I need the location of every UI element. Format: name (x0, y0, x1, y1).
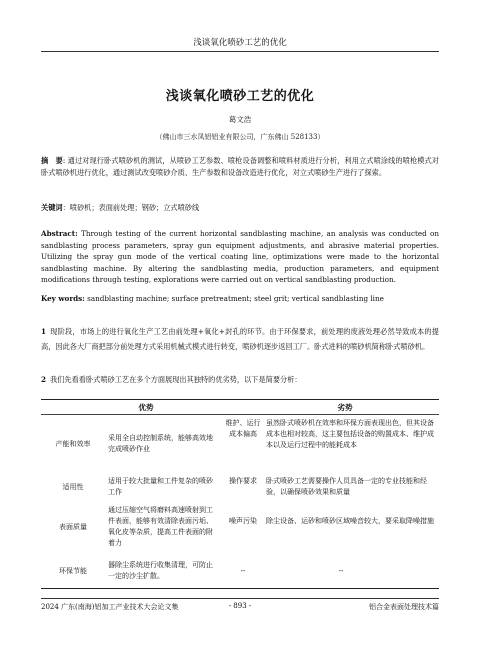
table-cell-disadvantage: 虽然卧式喷砂机在效率和环保方面表现出色，但其设备成本也相对较高，这主要包括设备的购置成本、维护成本以及运行过程中的能耗成本 (266, 419, 434, 449)
keywords-cn-text: ：喷砂机；表面前处理；钢砂；立式喷砂线 (62, 203, 200, 212)
keywords-cn-label: 关键词 (41, 203, 63, 212)
section-2-paragraph (41, 374, 439, 386)
abstract-cn-text: : 通过对现行卧式喷砂机的测试，从喷砂工艺参数、喷枪设备调整和喷料材质进行分析，利用立式喷涂线的喷枪模式对卧式喷砂机进行优化，通过测试改变喷砂介质、生产参数和设备改造进行优化，对立式喷砂生产进行了探索。 (41, 156, 439, 177)
keywords-en (41, 293, 439, 305)
abstract-en-text: Through testing of the current horizontal sandblasting machine, an analysis was conducted on sandblasting process parameters, spray gun equipment adjustments, and abrasive material properties. Utilizing the spray gun mode of the vertical coating line, optimizations were made to the horizontal sandblasting machine. By altering the sandblasting media, production parameters, and equipment modifications through testing, explorations were carried out on vertical sandblasting production. (41, 229, 439, 284)
section-1-text: 现阶段，市场上的进行氧化生产工艺由前处理+氧化+封孔的环节。由于环保要求，前处理的废液处理必然导致成本的提高，因此各大厂商把部分前处理方式采用机械式模式进行转变，喷砂机逐步返回工厂。卧式进料的喷砂机简称卧式喷砂机。 (41, 327, 439, 351)
table-cell-disadvantage-aspect: 操作要求 (229, 477, 257, 485)
affiliation: （佛山市三水凤铝铝业有限公司，广东佛山 528133） (155, 133, 325, 141)
table-cell-disadvantage-aspect: 噪声污染 (229, 517, 257, 525)
abstract-cn (41, 155, 439, 178)
table-top-rule (41, 399, 439, 400)
table-cell-advantage: 器除尘系统进行收集清理，可防止一定的沙尘扩散。 (108, 561, 213, 580)
keywords-cn (41, 202, 439, 214)
table-bottom-rule (41, 588, 439, 589)
keywords-en-label: Key words: (41, 294, 85, 303)
section-1-number: 1 (41, 327, 47, 336)
table-cell-disadvantage: 除尘设备、运砂和喷砂区域噪音较大，要采取降噪措施 (266, 517, 434, 525)
section-2-text: 我们先看看卧式喷砂工艺在多个方面展现出其独特的优劣势，以下是简要分析： (50, 375, 302, 384)
paper-title: 浅谈氧化喷砂工艺的优化 (165, 89, 315, 104)
section-1-paragraph (41, 324, 439, 354)
table-header-disadvantage: 劣势 (337, 403, 353, 412)
running-head: 浅谈氧化喷砂工艺的优化 (193, 38, 287, 48)
table-cell-advantage: 适用于较大批量和工件复杂的喷砂工作 (108, 477, 213, 496)
keywords-en-text: sandblasting machine; surface pretreatment; steel grit; vertical sandblasting line (84, 294, 384, 303)
table-header-advantage: 优势 (138, 403, 154, 412)
page-number: - 893 - (228, 602, 252, 610)
footer-rule (41, 598, 439, 599)
table-cell-disadvantage-aspect: -- (240, 567, 246, 575)
author: 葛文浩 (228, 115, 252, 124)
section-2-number: 2 (41, 375, 47, 384)
abstract-en (41, 228, 439, 286)
table-cell-aspect: 适用性 (62, 483, 84, 491)
header-rule (41, 51, 439, 52)
table-cell-disadvantage: 卧式喷砂工艺需要操作人员具备一定的专业技能和经验，以确保喷砂效果和质量 (266, 477, 427, 496)
table-cell-advantage: 采用全自动控制系统，能够高效地完成喷砂作业 (108, 434, 213, 453)
footer-proceedings: 2024 广东(南海)铝加工产业技术大会论文集 (41, 603, 179, 611)
table-cell-disadvantage-aspect: 维护、运行成本偏高 (225, 419, 261, 438)
table-cell-advantage: 通过压缩空气将磨料高速喷射到工件表面，能够有效清除表面污垢、氧化皮等杂质，提高工件表面的附着力 (108, 506, 213, 547)
footer-section: 铝合金表面处理技术篇 (369, 603, 439, 611)
table-cell-disadvantage: -- (338, 567, 344, 575)
abstract-cn-label: 摘 要 (41, 156, 63, 165)
table-cell-aspect: 产能和效率 (55, 440, 91, 448)
table-cell-aspect: 表面质量 (59, 523, 87, 531)
abstract-en-label: Abstract: (41, 229, 78, 238)
table-header-rule (41, 414, 439, 415)
table-cell-aspect: 环保节能 (59, 567, 87, 575)
